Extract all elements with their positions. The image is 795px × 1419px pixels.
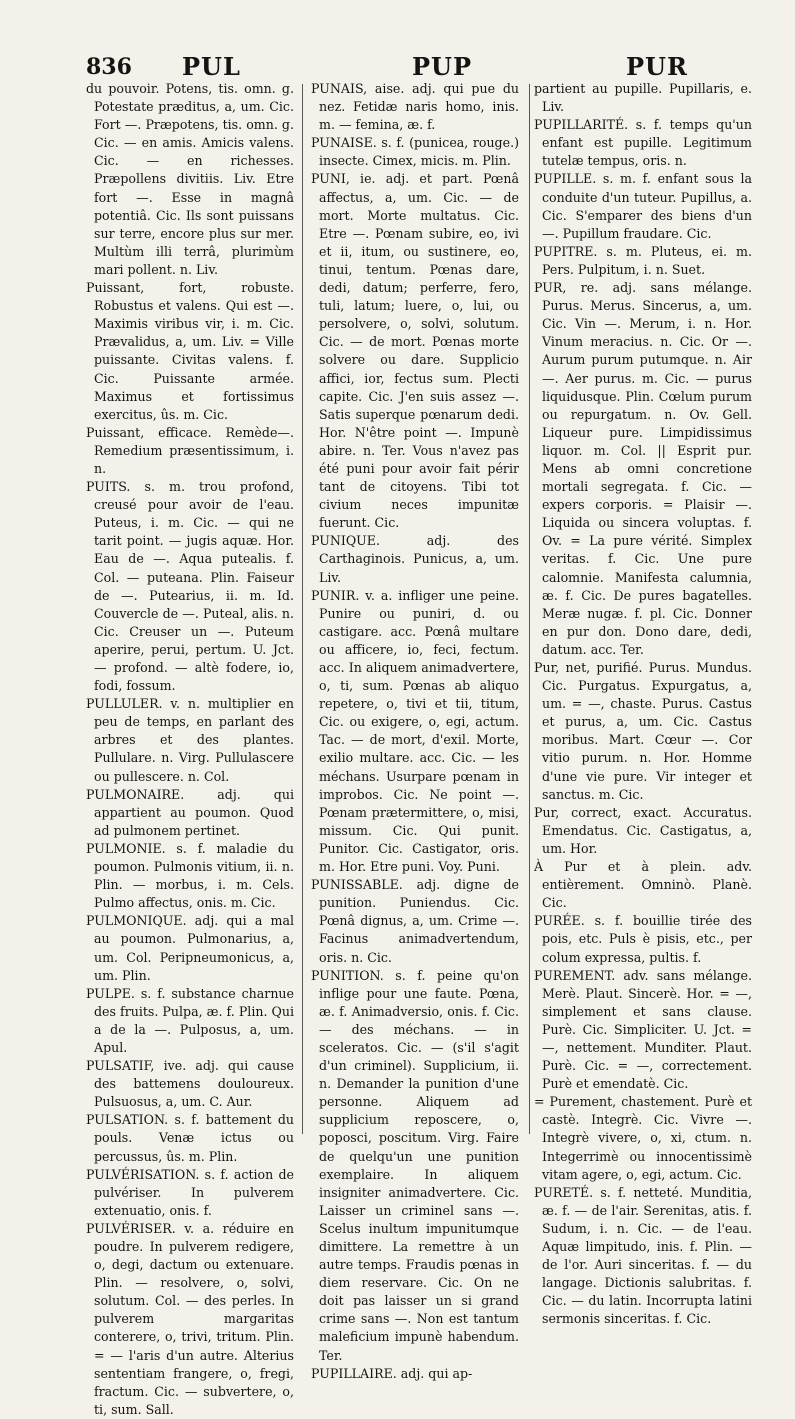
running-head-middle: PUP xyxy=(412,52,473,81)
dictionary-entry: = Purement, chastement. Purè et castè. Integrè. Cic. Vivre —. Integrè vivere, o, xi, ctum. n. Integerrimè ou innocentissimè vitam agere, o, egi, actum. Cic. xyxy=(534,1094,752,1182)
dictionary-entry: À Pur et à plein. adv. entièrement. Omninò. Planè. Cic. xyxy=(534,859,752,911)
running-head-left: PUL xyxy=(182,52,241,81)
dictionary-entry: PUPILLAIRE. adj. qui ap- xyxy=(311,1365,473,1381)
dictionary-entry: PULSATION. s. f. battement du pouls. Venæ ictus ou percussus, ûs. m. Plin. xyxy=(86,1112,294,1164)
dictionary-entry: PUR, re. adj. sans mélange. Purus. Merus. Sincerus, a, um. Cic. Vin —. Merum, i. n. Hor. Vinum meracius. n. Cic. Or —. Aurum purum putumque. n. Air —. Aer purus. m. Cic. — purus liquidusque. Plin. Cœlum purum ou repurgatum. n. Ov. Gell. Liqueur pure. Limpidissimus liquor. m. Col. || Esprit pur. Mens ab omni concretione mortali segregata. f. Cic. — expers corporis. = Plaisir —. Liquida ou sincera voluptas. f. Ov. = La pure vérité. Simplex veritas. f. Cic. Une pure calomnie. Manifesta calumnia, æ. f. Cic. De pures bagatelles. Meræ nugæ. f. pl. Cic. Donner en pur don. Dono dare, dedi, datum. acc. Ter. xyxy=(534,280,752,657)
page-header xyxy=(86,50,756,82)
dictionary-entry: PULPE. s. f. substance charnue des fruits. Pulpa, æ. f. Plin. Qui a de la —. Pulposus, a, um. Apul. xyxy=(86,985,294,1055)
running-head-right: PUR xyxy=(626,52,688,81)
dictionary-entry: PULMONIE. s. f. maladie du poumon. Pulmonis vitium, ii. n. Plin. — morbus, i. m. Cels. Pulmo affectus, onis. m. Cic. xyxy=(86,840,294,911)
dictionary-entry: PULMONIQUE. adj. qui a mal au poumon. Pulmonarius, a, um. Col. Peripneumonicus, a, um. Plin. xyxy=(86,913,294,983)
dictionary-entry: PULVÉRISER. v. a. réduire en poudre. In pulverem redigere, o, degi, dactum ou extenuare. Plin. — resolvere, o, solvi, solutum. Col. — des perles. In pulverem margaritas conterere, o, trivi, tritum. Plin. = — l'aris d'un autre. Alterius sententiam frangere, o, fregi, fractum. Cic. — subvertere, o, ti, sum. Sall. xyxy=(86,1220,294,1417)
dictionary-entry: PUNAIS, aise. adj. qui pue du nez. Fetidæ naris homo, inis. m. — femina, æ. f. xyxy=(311,81,519,133)
dictionary-entry: PULMONAIRE. adj. qui appartient au poumon. Quod ad pulmonem pertinet. xyxy=(86,786,294,838)
dictionary-entry: PUPITRE. s. m. Pluteus, ei. m. Pers. Pulpitum, i. n. Suet. xyxy=(534,243,752,277)
dictionary-entry: PUNITION. s. f. peine qu'on inflige pour une faute. Pœna, æ. f. Animadversio, onis. f. Cic. — des méchans. — in sceleratos. Cic. — (s'il s'agit d'un criminel). Supplicium, ii. n. Demander la punition d'une personne. Aliquem ad supplicium reposcere, o, poposci, poscitum. Virg. Faire de quelqu'un une punition exemplaire. In aliquem insigniter animadvertere. Cic. Laisser un criminel sans —. Scelus inultum impunitumque dimittere. La remettre à un autre temps. Fraudis pœnas in diem reservare. Cic. On ne doit pas laisser un si grand crime sans —. Non est tantum maleficium impunè habendum. Ter. xyxy=(311,967,519,1363)
dictionary-entry: PUPILLE. s. m. f. enfant sous la conduite d'un tuteur. Pupillus, a. Cic. S'emparer des biens d'un —. Pupillum fraudare. Cic. xyxy=(534,171,752,241)
dictionary-entry: Puissant, efficace. Remède—. Remedium præsentissimum, i. n. xyxy=(86,424,294,476)
dictionary-entry: PUNIR. v. a. infliger une peine. Punire ou puniri, d. ou castigare. acc. Pœnâ multare ou afficere, io, feci, fectum. acc. In aliquem animadvertere, o, ti, sum. Pœnas ab aliquo repetere, o, tivi et tii, titum, Cic. ou exigere, o, egi, actum. Tac. — de mort, d'exil. Morte, exilio multare. acc. Cic. — les méchans. Usurpare pœnam in improbos. Cic. Ne point —. Pœnam prætermittere, o, misi, missum. Cic. Qui punit. Punitor. Cic. Castigator, oris. m. Hor. Etre puni. Voy. Puni. xyxy=(311,587,519,875)
dictionary-entry: Pur, correct, exact. Accuratus. Emendatus. Cic. Castigatus, a, um. Hor. xyxy=(534,804,752,856)
dictionary-entry: Pur, net, purifié. Purus. Mundus. Cic. Purgatus. Expurgatus, a, um. = —, chaste. Purus. Castus et purus, a, um. Cic. Castus moribus. Mart. Cœur —. Cor vitio purum. n. Hor. Homme d'une vie pure. Vir integer et sanctus. m. Cic. xyxy=(534,660,752,802)
dictionary-entry: PURÉE. s. f. bouillie tirée des pois, etc. Puls è pisis, etc., per colum expressa, pultis. f. xyxy=(534,913,752,965)
dictionary-entry: PUNISSABLE. adj. digne de punition. Puniendus. Cic. Pœnâ dignus, a, um. Crime —. Facinus animadvertendum, oris. n. Cic. xyxy=(311,877,519,965)
dictionary-columns xyxy=(86,80,758,1417)
dictionary-entry: PULLULER. v. n. multiplier en peu de temps, en parlant des arbres et des plantes. Pullulare. n. Virg. Pullulascere ou pullescere. n. Col. xyxy=(86,696,294,784)
dictionary-entry: PUNAISE. s. f. (punicea, rouge.) insecte. Cimex, micis. m. Plin. xyxy=(311,135,519,169)
dictionary-entry: PUREMENT. adv. sans mélange. Merè. Plaut. Sincerè. Hor. = —, simplement et sans clause. Purè. Cic. Simpliciter. U. Jct. = —, nettement. Munditer. Plaut. Purè. Cic. = —, correctement. Purè et emendatè. Cic. xyxy=(534,967,752,1092)
column-left xyxy=(86,80,294,1417)
column-right xyxy=(534,80,752,1327)
dictionary-entry: du pouvoir. Potens, tis. omn. g. Potestate præditus, a, um. Cic. Fort —. Præpotens, tis. omn. g. Cic. — en amis. Amicis valens. Cic. — en richesses. Præpollens divitiis. Liv. Etre fort —. Esse in magnâ potentiâ. Cic. Ils sont puissans sur terre, encore plus sur mer. Multùm illi terrâ, plurimùm mari pollent. n. Liv. xyxy=(86,81,294,277)
dictionary-entry: PUNI, ie. adj. et part. Pœnâ affectus, a, um. Cic. — de mort. Morte multatus. Cic. Etre —. Pœnam subire, eo, ivi et ii, itum, ou sustinere, eo, tinui, tentum. Pœnas dare, dedi, datum; perferre, fero, tuli, latum; luere, o, lui, ou persolvere, o, solvi, solutum. Cic. — de mort. Pœnas morte solvere ou dare. Supplicio affici, ior, fectus sum. Plecti capite. Cic. J'en suis assez —. Satis superque pœnarum dedi. Hor. N'être point —. Impunè abire. n. Ter. Vous n'avez pas été puni pour avoir fait périr tant de citoyens. Tibi tot civium neces impunitæ fuerunt. Cic. xyxy=(311,171,519,531)
dictionary-entry: PUITS. s. m. trou profond, creusé pour avoir de l'eau. Puteus, i. m. Cic. — qui ne tarit point. — jugis aquæ. Hor. Eau de —. Aqua putealis. f. Col. — puteana. Plin. Faiseur de —. Putearius, ii. m. Id. Couvercle de —. Puteal, alis. n. Cic. Creuser un —. Puteum aperire, perui, pertum. U. Jct. — profond. — altè fodere, io, fodi, fossum. xyxy=(86,479,294,694)
dictionary-entry: PULVÉRISATION. s. f. action de pulvériser. In pulverem extenuatio, onis. f. xyxy=(86,1166,294,1218)
dictionary-entry: PULSATIF, ive. adj. qui cause des battemens douloureux. Pulsuosus, a, um. C. Aur. xyxy=(86,1058,294,1110)
dictionary-entry: PUPILLARITÉ. s. f. temps qu'un enfant est pupille. Legitimum tutelæ tempus, oris. n. xyxy=(534,117,752,169)
dictionary-entry: partient au pupille. Pupillaris, e. Liv. xyxy=(534,81,752,115)
column-middle xyxy=(311,80,519,1381)
dictionary-entry: Puissant, fort, robuste. Robustus et valens. Qui est —. Maximis viribus vir, i. m. Cic. Prævalidus, a, um. Liv. = Ville puissante. Civitas valens. f. Cic. Puissante armée. Maximus et fortissimus exercitus, ûs. m. Cic. xyxy=(86,280,294,422)
dictionary-entry: PURETÉ. s. f. netteté. Munditia, æ. f. — de l'air. Serenitas, atis. f. Sudum, i. n. Cic. — de l'eau. Aquæ limpitudo, inis. f. Plin. — de l'or. Auri sinceritas. f. — du langage. Dictionis salubritas. f. Cic. — du latin. Incorrupta latini sermonis sinceritas. f. Cic. xyxy=(534,1184,752,1327)
page-number: 836 xyxy=(86,54,132,80)
dictionary-entry: PUNIQUE. adj. des Carthaginois. Punicus, a, um. Liv. xyxy=(311,533,519,585)
